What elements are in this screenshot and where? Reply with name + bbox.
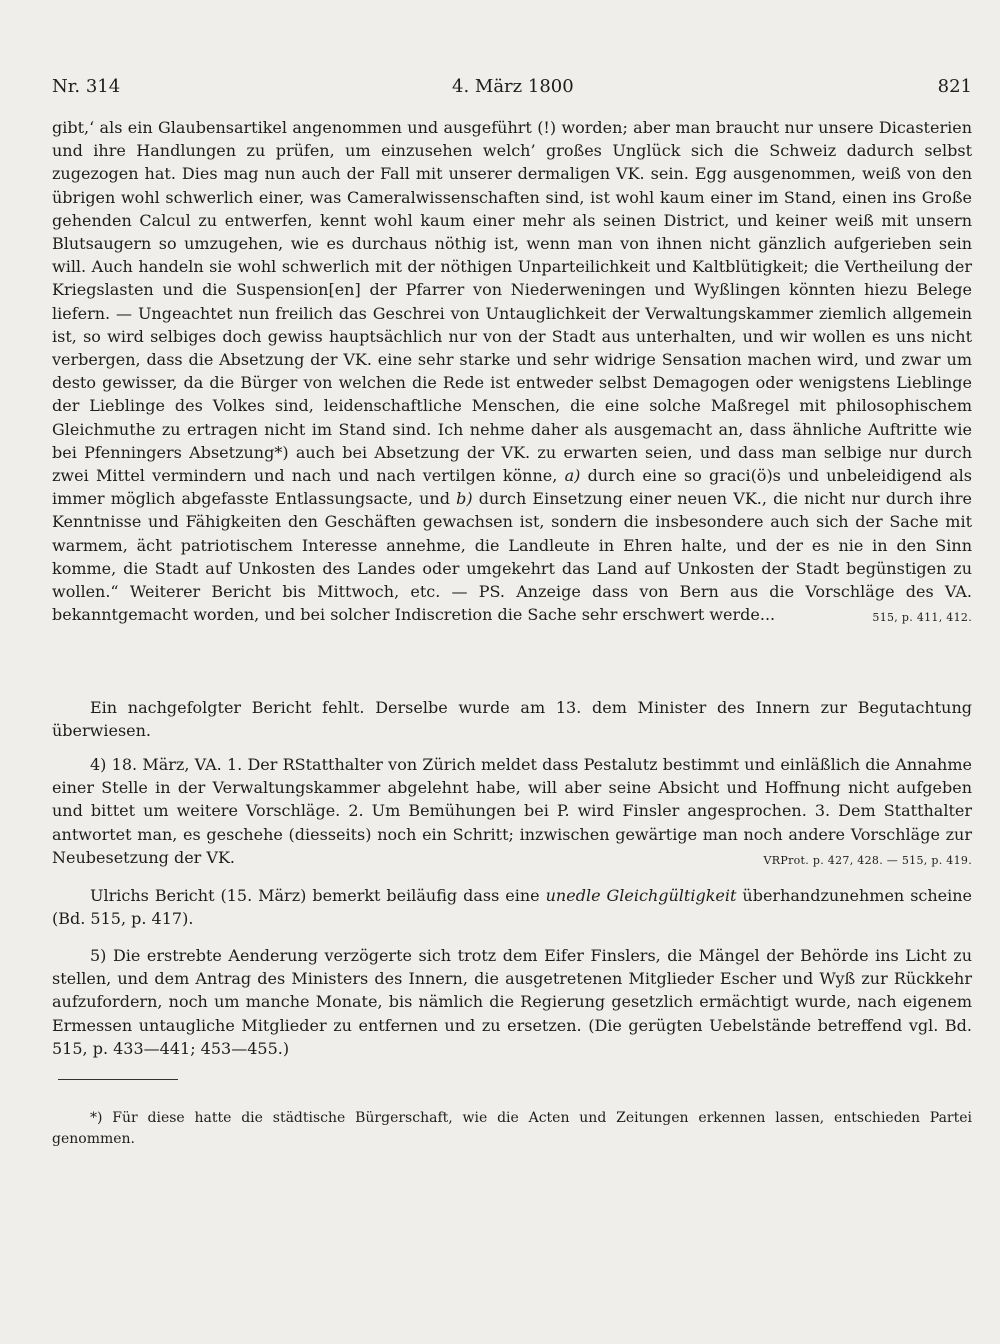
paragraph-item-4-text: 4) 18. März, VA. 1. Der RStatthalter von Zürich meldet dass Pestalutz bestimmt und einläßlich die Annahme einer Stelle in der Verwaltungskammer abgelehnt habe, will aber seine Absicht und Hoffnung nicht aufgeben und bittet um weitere Vorschläge. 2. Um Bemühungen bei P. wird Finsler angesprochen. 3. Dem Statthalter antwortet man, es geschehe (diesseits) noch ein Schritt; inzwischen gewärtige man noch andere Vorschläge zur Neubesetzung der VK. [52, 755, 972, 867]
paragraph-letter [52, 116, 972, 629]
header-number: Nr. 314 [52, 76, 121, 97]
paragraph-item-4 [52, 753, 972, 872]
footnote-rule [58, 1079, 178, 1080]
reference-p3: VRProt. p. 427, 428. — 515, p. 419. [763, 853, 972, 867]
footnote: *) Für diese hatte die städtische Bürgerschaft, wie die Acten und Zeitungen erkennen lassen, entschieden Partei genommen. [52, 1110, 972, 1147]
paragraph-letter-mid: durch eine so graci(ö)s und unbeleidigend als immer möglich abgefasste Entlassungsacte, und [52, 466, 973, 509]
item-marker-a: a) [564, 466, 581, 486]
running-header [52, 76, 972, 100]
item-marker-b: b) [456, 489, 473, 509]
paragraph-ulrich-emphasis: unedle Gleichgültigkeit [545, 886, 737, 905]
paragraph-note: Ein nachgefolgter Bericht fehlt. Derselbe wurde am 13. dem Minister des Innern zur Begutachtung überwiesen. [52, 698, 972, 741]
paragraph-item-5: 5) Die erstrebte Aenderung verzögerte sich trotz dem Eifer Finslers, die Mängel der Behörde ins Licht zu stellen, und dem Antrag des Ministers des Innern, die ausgetretenen Mitglieder Escher und Wyß zur Rückkehr aufzufordern, noch um manche Monate, bis nämlich die Regierung gesetzlich ermächtigt wurde, nach eigenem Ermessen untaugliche Mitglieder zu entfernen und zu ersetzen. (Die gerügten Uebelstände betreffend vgl. Bd. 515, p. 433—441; 453—455.) [52, 946, 972, 1058]
reference-p1: 515, p. 411, 412. [872, 611, 972, 625]
paragraph-ulrich-start: Ulrichs Bericht (15. März) bemerkt beiläufig dass eine [90, 886, 540, 905]
page-number: 821 [937, 76, 972, 97]
paragraph-letter-text: gibt,‘ als ein Glaubensartikel angenommen und ausgeführt (!) worden; aber man braucht nur unsere Dicasterien und ihre Handlungen zu prüfen, um einzusehen welch’ großes Unglück sich die Schweiz dadurch selbst zugezogen hat. Dies mag nun auch der Fall mit unserer dermaligen VK. sein. Egg ausgenommen, weiß von den übrigen wohl schwerlich einer, was Cameralwissenschaften sind, ist wohl kaum einer im Stand, einen ins Große gehenden Calcul zu entwerfen, kennt wohl kaum einer mehr als seinen District, und keiner weiß mit unsern Blutsaugern so umzugehen, wie es durchaus nöthig ist, wenn man von ihnen nicht gänzlich aufgerieben sein will. Auch handeln sie wohl schwerlich mit der nöthigen Unparteilichkeit und Kaltblütigkeit; die Vertheilung der Kriegslasten und die Suspension[en] der Pfarrer von Niederweningen und Wyßlingen könnten hiezu Belege liefern. — Ungeachtet nun freilich das Geschrei von Untauglichkeit der Verwaltungskammer ziemlich allgemein ist, so wird selbiges doch gewiss hauptsächlich nur von der Stadt aus unterhalten, und wir wollen es uns nicht verbergen, dass die Absetzung der VK. eine sehr starke und sehr widrige Sensation machen wird, und zwar um desto gewisser, da die Bürger von welchen die Rede ist entweder selbst Demagogen oder wenigstens Lieblinge der Lieblinge des Volkes sind, leidenschaftliche Menschen, die eine solche Maßregel mit philosophischem Gleichmuthe zu ertragen nicht im Stand sind. Ich nehme daher als ausgemacht an, dass ähnliche Auftritte wie bei Pfenningers Absetzung*) auch bei Absetzung der VK. zu erwarten seien, und dass man selbige nur durch zwei Mittel vermindern und nach und nach vertilgen könne, [52, 118, 972, 486]
paragraph-letter-end: durch Einsetzung einer neuen VK., die nicht nur durch ihre Kenntnisse und Fähigkeiten den Geschäften gewachsen ist, sondern die insbesondere auch sich der Sache mit warmem, ächt patriotischem Interesse annehme, die Landleute in Ehren halte, und der es nie in den Sinn komme, die Stadt auf Unkosten des Landes oder umgekehrt das Land auf Unkosten der Stadt begünstigen zu wollen.“ Weiterer Bericht bis Mittwoch, etc. — PS. Anzeige dass von Bern aus die Vorschläge des VA. bekanntgemacht worden, und bei solcher Indiscretion die Sache sehr erschwert werde... [52, 489, 972, 625]
paragraph-ulrich [52, 884, 972, 930]
header-date: 4. März 1800 [452, 76, 574, 97]
paragraph-ulrich-end: überhandzunehmen scheine (Bd. 515, p. 417). [52, 886, 973, 929]
